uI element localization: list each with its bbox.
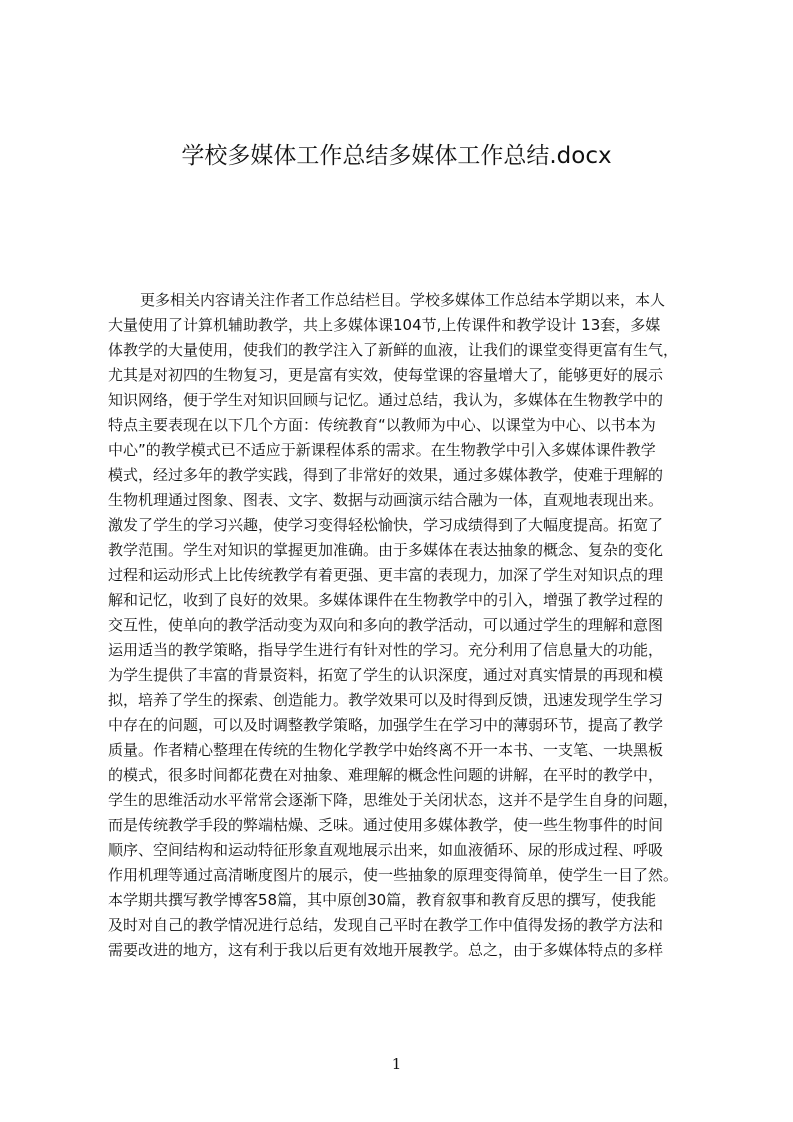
body-line: 中心”的教学模式已不适应于新课程体系的需求。在生物教学中引入多媒体课件教学 bbox=[108, 441, 656, 459]
body-line: 特点主要表现在以下几个方面：传统教育“以教师为中心、以课堂为中心、以书本为 bbox=[108, 416, 656, 434]
body-line: 而是传统教学手段的弊端枯燥、乏味。通过使用多媒体教学，使一些生物事件的时间 bbox=[108, 816, 664, 834]
body-line: 运用适当的教学策略，指导学生进行有针对性的学习。充分利用了信息量大的功能， bbox=[108, 641, 664, 659]
body-line: 模式，经过多年的教学实践，得到了非常好的效果，通过多媒体教学，使难于理解的 bbox=[108, 466, 664, 484]
body-line: 的模式，很多时间都花费在对抽象、难理解的概念性问题的讲解，在平时的教学中， bbox=[108, 766, 664, 784]
body-line: 为学生提供了丰富的背景资料，拓宽了学生的认识深度，通过对真实情景的再现和模 bbox=[108, 666, 664, 684]
body-line: 体教学的大量使用，使我们的教学注入了新鲜的血液，让我们的课堂变得更富有生气， bbox=[108, 341, 679, 359]
body-line: 作用机理等通过高清晰度图片的展示，使一些抽象的原理变得简单，使学生一目了然。 bbox=[108, 866, 679, 884]
document-title: 学校多媒体工作总结多媒体工作总结.docx bbox=[181, 143, 612, 169]
body-line: 需要改进的地方，这有利于我以后更有效地开展教学。总之，由于多媒体特点的多样 bbox=[108, 941, 664, 959]
body-line: 拟，培养了学生的探索、创造能力。教学效果可以及时得到反馈，迅速发现学生学习 bbox=[108, 691, 664, 709]
body-line: 生物机理通过图象、图表、文字、数据与动画演示结合融为一体，直观地表现出来。 bbox=[108, 491, 664, 509]
page-number: 1 bbox=[391, 1055, 402, 1073]
body-line: 激发了学生的学习兴趣，使学习变得轻松愉快，学习成绩得到了大幅度提高。拓宽了 bbox=[108, 516, 664, 534]
body-line: 学生的思维活动水平常常会逐渐下降，思维处于关闭状态，这并不是学生自身的问题， bbox=[108, 791, 679, 809]
body-line: 知识网络，便于学生对知识回顾与记忆。通过总结，我认为，多媒体在生物教学中的 bbox=[108, 391, 664, 409]
body-line: 过程和运动形式上比传统教学有着更强、更丰富的表现力，加深了学生对知识点的理 bbox=[108, 566, 664, 584]
body-line: 尤其是对初四的生物复习，更是富有实效，使每堂课的容量增大了，能够更好的展示 bbox=[108, 366, 664, 384]
body-line: 大量使用了计算机辅助教学，共上多媒体课104节,上传课件和教学设计 13套，多媒 bbox=[108, 316, 661, 334]
body-line: 解和记忆，收到了良好的效果。多媒体课件在生物教学中的引入，增强了教学过程的 bbox=[108, 591, 664, 609]
body-line: 中存在的问题，可以及时调整教学策略，加强学生在学习中的薄弱环节，提高了教学 bbox=[108, 716, 664, 734]
body-line: 本学期共撰写教学博客58篇，其中原创30篇，教育叙事和教育反思的撰写，使我能 bbox=[108, 891, 657, 909]
body-line: 顺序、空间结构和运动特征形象直观地展示出来，如血液循环、尿的形成过程、呼吸 bbox=[108, 841, 664, 859]
body-line: 及时对自己的教学情况进行总结，发现自己平时在教学工作中值得发扬的教学方法和 bbox=[108, 916, 664, 934]
document-body bbox=[108, 288, 703, 963]
body-line: 交互性，使单向的教学活动变为双向和多向的教学活动，可以通过学生的理解和意图 bbox=[108, 616, 664, 634]
body-line: 质量。作者精心整理在传统的生物化学教学中始终离不开一本书、一支笔、一块黑板 bbox=[108, 741, 664, 759]
body-line: 教学范围。学生对知识的掌握更加准确。由于多媒体在表达抽象的概念、复杂的变化 bbox=[108, 541, 664, 559]
body-line: 更多相关内容请关注作者工作总结栏目。学校多媒体工作总结本学期以来，本人 bbox=[140, 291, 666, 309]
